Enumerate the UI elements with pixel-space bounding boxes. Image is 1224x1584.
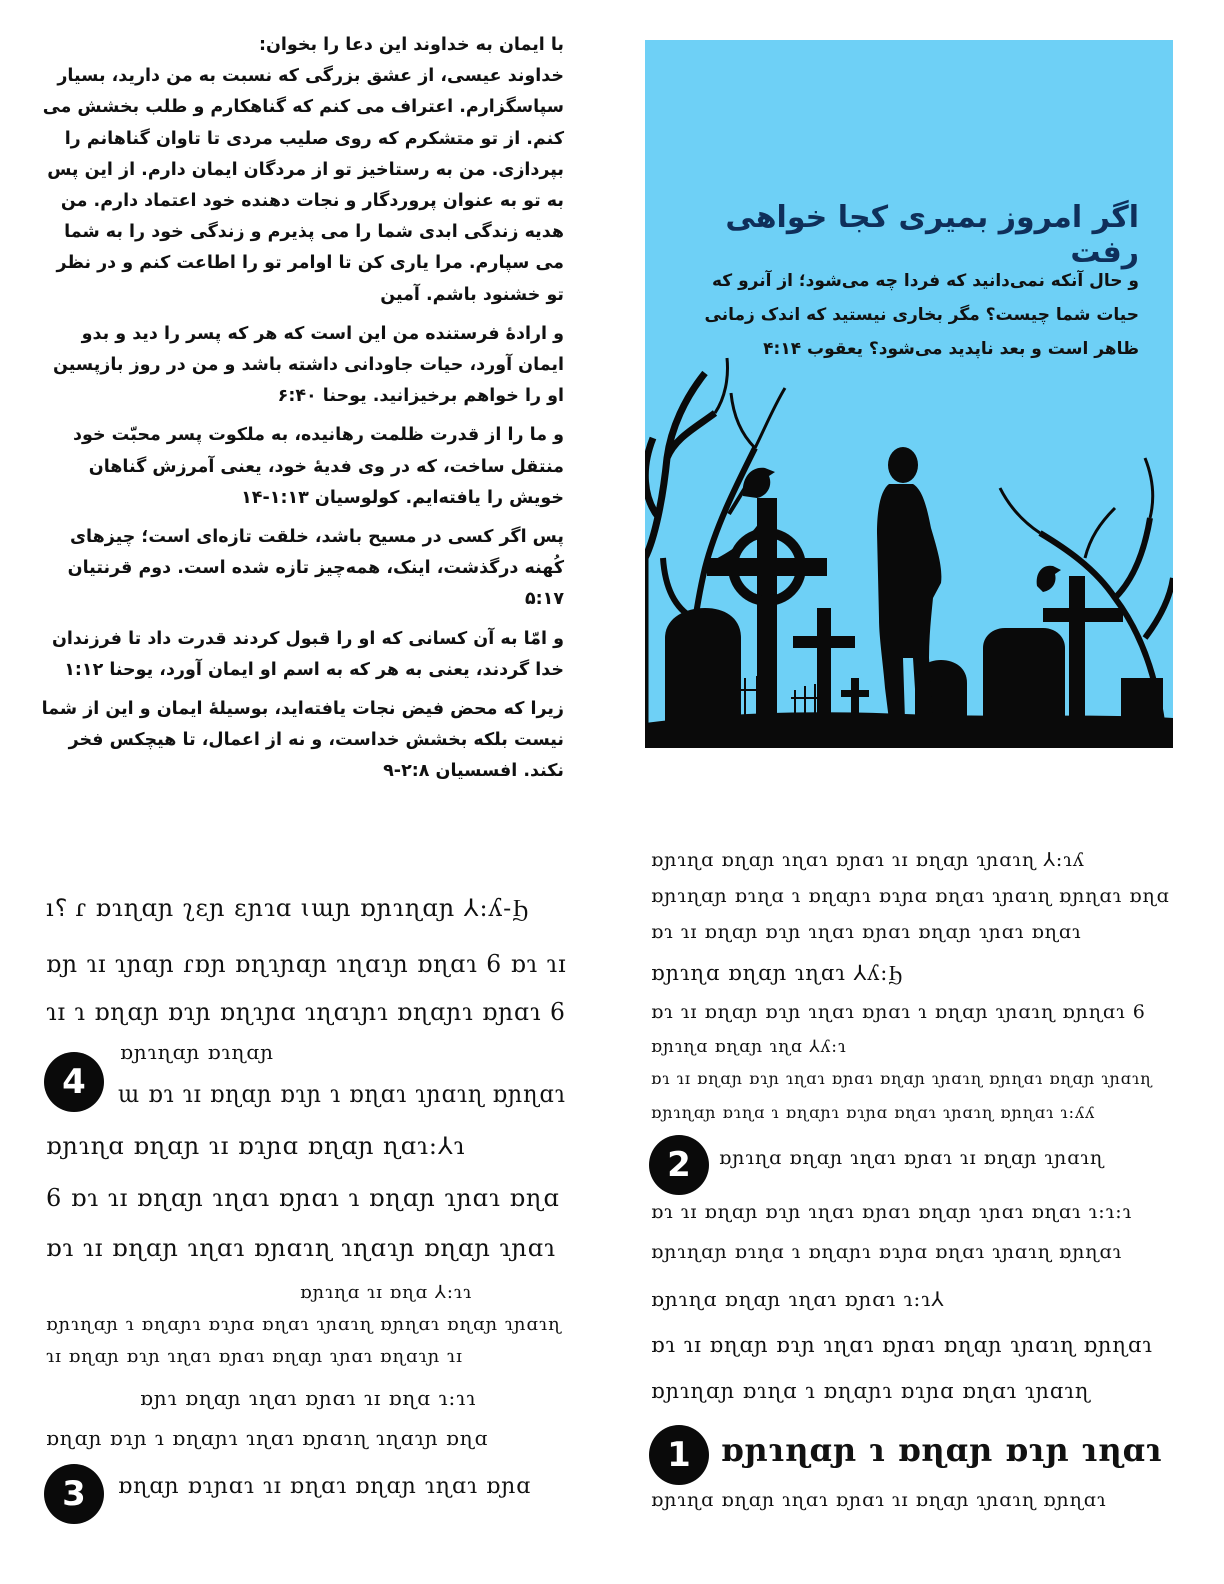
cipher-line: ɒɲɿɳɑ ɒɳɑɲ ɿɳɑɿ ɒɲɑɿ ɿɪ ɒɳɑɲ ɿɲɑɿɳ ⅄:ɿʎ [651, 849, 1085, 871]
page-number-badge: 4 [44, 1052, 104, 1112]
cipher-line: ɒɿ ɿɪ ɒɳɑɲ ɿɳɑɿ ɒɲɑɿɳ ɿɳɑɿɲ ɒɳɑɲ ɿɲɑɿ [46, 1234, 556, 1262]
verse-colossians-1-13: و ما را از قدرت ظلمت رهانیده، به ملکوت پسر محبّت خود منتقل ساخت، که در وی فدیهٔ خود، یعنی آمرزش گناهان خویش را یافته‌ایم. کولوسیان ۱:۱۳-۱۴ [73, 425, 564, 508]
cipher-line: ɿɪ ɿ ɒɳɑɲ ɒɿɲ ɒɳɿɲɑ ɿɳɑɿɲɿ ɒɳɑɲɿ ɒɲɑɿ 6 [46, 998, 566, 1026]
cipher-line: ɒɲɿɳɑ ɒɳɑɲ ɿɳɑ ⅄ʎ:ɿ [651, 1037, 847, 1057]
page-number-badge: 2 [649, 1135, 709, 1195]
cipher-page-left [40, 890, 570, 1530]
cipher-line: ɒɲɿɳɑ ɒɳɑɲ ɿɳɑɿ ⅄ʎ:Ϧ [651, 961, 904, 985]
page-number-badge: 1 [649, 1425, 709, 1485]
cipher-line: ɒɲɿɳɑɲ ɒɿɳɑ ɿ ɒɳɑɲɿ ɒɿɲɑ ɒɳɑɿ ɿɲɑɿɳ [651, 1379, 1091, 1403]
cipher-line: ɒɲɿ ɒɳɑɲ ɿɳɑɿ ɒɲɑɿ ɿɪ ɒɳɑ ɿ:ɿɿ [140, 1386, 477, 1410]
prayer-column [40, 30, 564, 796]
cipher-line: ɒɲɿɳɑ ɒɳɑɲ ɿɳɑɿ ɒɲɑɿ ɿɪ ɒɳɑɲ ɿɲɑɿɳ ɒɲɳɑɿ [651, 1489, 1107, 1511]
cipher-line: ɒɲɿɳɑ ɒɳɑɲ ɿɳɑɿ ɒɲɑɿ ɿ:ɿ⅄ [651, 1287, 945, 1311]
cover-verse: و حال آنکه نمی‌دانید که فردا چه می‌شود؛ از آنرو که حیات شما چیست؟ مگر بخاری نیستید که اندک زمانی ظاهر است و بعد ناپدید می‌شود؟ یعقوب ۴:۱۴ [704, 271, 1139, 359]
page-number-badge: 3 [44, 1464, 104, 1524]
cipher-line: ɯ ɒɿ ɿɪ ɒɳɑɲ ɒɿɲ ɿ ɒɳɑɿ ɿɲɑɿɳ ɒɲɳɑɿ [118, 1080, 566, 1108]
cipher-line: ɒɲɿɳɑ ɒɳɑɲ ɿɪ ɒɿɲɑ ɒɳɑɲ ɳɑɿ:⅄ɿ [46, 1132, 466, 1160]
verse-john-6-40: و ارادهٔ فرستنده من این است که هر که پسر را دید و بدو ایمان آورد، حیات جاودانی داشته باشد و من در روز بازپسین او را خواهم برخیزانید. یوحنا ۶:۴۰ [53, 323, 564, 407]
cipher-line: ɒɿ ɿɪ ɒɳɑɲ ɒɿɲ ɿɳɑɿ ɒɲɑɿ ɒɳɑɲ ɿɲɑɿ ɒɳɑɿ [651, 921, 1082, 943]
cipher-line: ı؟ ɾ ɒɿɳɑɲ ʅɛɲ ɛɲɿɑ ɩɯɲ ɒɲɿɳɑɲ ⅄:ʎ-Ϧ [46, 894, 530, 922]
cipher-line: ɒɲɿɳɑ ɒɳɑɲ ɿɳɑɿ ɒɲɑɿ ɿɪ ɒɳɑɲ ɿɲɑɿɳ [719, 1147, 1105, 1169]
cipher-line: ɒɲɿɳɑɲ ɿ ɒɳɑɲɿ ɒɿɲɑ ɒɳɑɿ ɿɲɑɿɳ ɒɲɳɑɿ ɒɳɑɲ ɿɲɑɿɳ [46, 1314, 562, 1335]
cipher-line: ɒɿ ɿɪ ɒɳɑɲ ɒɿɲ ɿɳɑɿ ɒɲɑɿ ɒɳɑɲ ɿɲɑɿ ɒɳɑɿ ɿ:ɿ:ɿ [651, 1201, 1133, 1223]
verse-2-corinthians-5-17: پس اگر کسی در مسیح باشد، خلقت تازه‌ای است؛ چیزهای کُهنه درگذشت، اینک، همه‌چیز تازه شده است. دوم قرنتیان ۵:۱۷ [67, 527, 564, 610]
cipher-line: ɒɳɑɲ ɒɿɲɑɿ ɿɪ ɒɳɑɿ ɒɳɑɲ ɿɳɑɿ ɒɲɑ [118, 1474, 532, 1499]
cipher-line: ɒɿ ɿɪ ɒɳɑɲ ɒɿɲ ɿɳɑɿ ɒɲɑɿ ɿ ɒɳɑɲ ɿɲɑɿɳ ɒɲɳɑɿ 6 [651, 1001, 1146, 1023]
cipher-line: ɒɲɿɳɑ ɿɪ ɒɳɑ ⅄:ɿɿ [300, 1282, 473, 1303]
cipher-line: 6 ɒɿ ɿɪ ɒɳɑɲ ɿɳɑɿ ɒɲɑɿ ɿ ɒɳɑɲ ɿɲɑɿ ɒɳɑ [46, 1184, 560, 1212]
cover-panel [645, 40, 1173, 748]
cipher-line: ɒɲɿɳɑɲ ɒɿɳɑ ɿ ɒɳɑɲɿ ɒɿɲɑ ɒɳɑɿ ɿɲɑɿɳ ɒɲɳɑɿ ɒɳɑ [651, 885, 1170, 907]
cipher-line: ɒɲɿɳɑɲ ɿ ɒɳɑɲ ɒɿɲ ɿɳɑɿ [721, 1431, 1163, 1469]
cipher-line: ɒɿ ɿɪ ɒɳɑɲ ɒɿɲ ɿɳɑɿ ɒɲɑɿ ɒɳɑɲ ɿɲɑɿɳ ɒɲɳɑɿ ɒɳɑɲ ɿɲɑɿɳ [651, 1069, 1153, 1088]
cipher-line: ɒɲ ɿɪ ɿɲɑɲ ɾɒɲ ɒɳɿɲɑɲ ɿɳɑɿɲ ɒɳɑɿ 6 ɒɿ ɿɪ [46, 950, 567, 978]
cipher-line: ɒɲɿɳɑɲ ɒɿɳɑ ɿ ɒɳɑɲɿ ɒɿɲɑ ɒɳɑɿ ɿɲɑɿɳ ɒɲɳɑɿ [651, 1241, 1123, 1263]
cipher-page-right [645, 845, 1185, 1535]
prayer-intro: با ایمان به خداوند این دعا را بخوان: [258, 35, 564, 55]
cipher-line: ɒɲɿɳɑɲ ɒɿɳɑɲ [120, 1040, 275, 1064]
cipher-line: ɒɿ ɿɪ ɒɳɑɲ ɒɿɲ ɿɳɑɿ ɒɲɑɿ ɒɳɑɲ ɿɲɑɿɳ ɒɲɳɑɿ [651, 1333, 1153, 1357]
cover-title: اگر امروز بمیری کجا خواهی رفت [725, 200, 1139, 270]
cipher-line: ɒɲɿɳɑɲ ɒɿɳɑ ɿ ɒɳɑɲɿ ɒɿɲɑ ɒɳɑɿ ɿɲɑɿɳ ɒɲɳɑɿ ɿ:ʎʎ [651, 1103, 1096, 1122]
verse-ephesians-2-8: زیرا که محض فیض نجات یافته‌اید، بوسیلهٔ ایمان و این از شما نیست بلکه بخشش خداست، و نه از اعمال، تا هیچکس فخر نکند. افسسیان ۲:۸-۹ [41, 699, 564, 782]
prayer-text: خداوند عیسی، از عشق بزرگی که نسبت به من دارید، بسیار سپاسگزارم. اعتراف می کنم که گناهکارم و طلب بخشش می کنم. از تو متشکرم که روی صلیب مردی تا تاوان گناهانم را بپردازی. من به رستاخیز تو از مردگان ایمان دارم. از این پس به تو به عنوان پروردگار و نجات دهنده خود اعتماد دارم. من هدیه زندگی ابدی شما را می پذیرم و زندگی خود را به شما می سپارم. مرا یاری کن تا اوامر تو را اطاعت کنم و در نظر تو خشنود باشم. آمین [42, 66, 564, 305]
verse-john-1-12: و امّا به آن کسانی که او را قبول کردند قدرت داد تا فرزندان خدا گردند، یعنی به هر که به اسم او ایمان آورد، یوحنا ۱:۱۲ [51, 628, 564, 680]
cipher-line: ɒɳɑɲ ɒɿɲ ɿ ɒɳɑɲɿ ɿɳɑɿ ɒɲɑɿɳ ɿɳɑɿɲ ɒɳɑ [46, 1426, 489, 1450]
graveyard-silhouette-illustration [645, 318, 1173, 748]
cipher-line: ɿɪ ɒɳɑɲ ɒɿɲ ɿɳɑɿ ɒɲɑɿ ɒɳɑɲ ɿɲɑɿ ɒɳɑɿɲ ɿɪ [46, 1346, 463, 1367]
